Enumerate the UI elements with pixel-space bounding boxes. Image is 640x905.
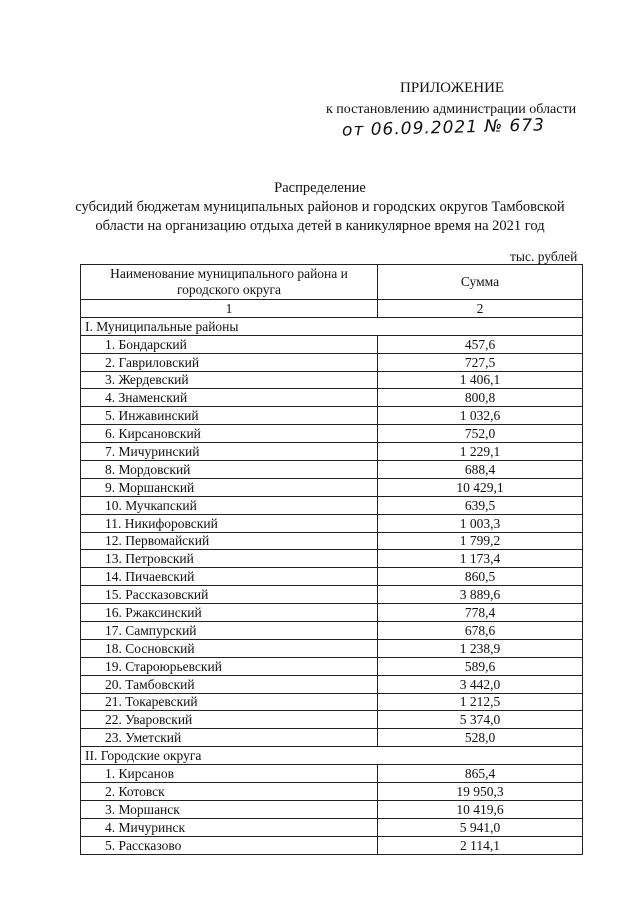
table-row [81, 389, 583, 407]
row-name: 17. Сампурский [81, 622, 378, 640]
table-row [81, 800, 583, 818]
row-value: 19 950,3 [378, 783, 583, 801]
row-value: 678,6 [378, 622, 583, 640]
column-header-name: Наименование муниципального района и городского округа [81, 265, 378, 300]
table-row [81, 478, 583, 496]
section-row [81, 317, 583, 335]
row-value: 800,8 [378, 389, 583, 407]
row-name: 1. Бондарский [81, 335, 378, 353]
row-value: 10 429,1 [378, 478, 583, 496]
section-row [81, 747, 583, 765]
table-row [81, 765, 583, 783]
appendix-label: ПРИЛОЖЕНИЕ [400, 80, 505, 96]
column-index-1: 1 [81, 300, 378, 318]
table-row [81, 443, 583, 461]
row-value: 5 941,0 [378, 818, 583, 836]
column-index-2: 2 [378, 300, 583, 318]
table-row [81, 568, 583, 586]
row-name: 20. Тамбовский [81, 675, 378, 693]
row-name: 18. Сосновский [81, 639, 378, 657]
table-row [81, 407, 583, 425]
row-name: 12. Первомайский [81, 532, 378, 550]
row-value: 752,0 [378, 425, 583, 443]
table-row [81, 836, 583, 854]
table-row [81, 693, 583, 711]
row-value: 528,0 [378, 729, 583, 747]
row-value: 1 032,6 [378, 407, 583, 425]
doc-title: Распределение [274, 180, 366, 196]
row-value: 589,6 [378, 657, 583, 675]
table-row [81, 496, 583, 514]
row-value: 2 114,1 [378, 836, 583, 854]
appendix-subtitle: к постановлению администрации области [326, 102, 577, 117]
row-value: 727,5 [378, 353, 583, 371]
row-name: 1. Кирсанов [81, 765, 378, 783]
row-name: 2. Гавриловский [81, 353, 378, 371]
row-value: 1 173,4 [378, 550, 583, 568]
row-value: 778,4 [378, 604, 583, 622]
table-row [81, 532, 583, 550]
row-value: 865,4 [378, 765, 583, 783]
section-heading: I. Муниципальные районы [81, 317, 583, 335]
row-value: 688,4 [378, 461, 583, 479]
section-heading: II. Городские округа [81, 747, 583, 765]
row-name: 11. Никифоровский [81, 514, 378, 532]
row-value: 3 442,0 [378, 675, 583, 693]
row-name: 19. Староюрьевский [81, 657, 378, 675]
row-name: 2. Котовск [81, 783, 378, 801]
row-value: 3 889,6 [378, 586, 583, 604]
row-name: 9. Моршанский [81, 478, 378, 496]
row-name: 5. Рассказово [81, 836, 378, 854]
table-row [81, 461, 583, 479]
row-name: 3. Моршанск [81, 800, 378, 818]
row-name: 13. Петровский [81, 550, 378, 568]
doc-subtitle-line1: субсидий бюджетам муниципальных районов и городских округов Тамбовской [75, 199, 565, 215]
table-row [81, 371, 583, 389]
row-name: 4. Мичуринск [81, 818, 378, 836]
row-value: 1 229,1 [378, 443, 583, 461]
row-name: 16. Ржаксинский [81, 604, 378, 622]
doc-subtitle-line2: области на организацию отдыха детей в каникулярное время на 2021 год [95, 218, 545, 234]
row-name: 4. Знаменский [81, 389, 378, 407]
table-row [81, 514, 583, 532]
row-name: 22. Уваровский [81, 711, 378, 729]
units-label: тыс. рублей [510, 249, 578, 264]
table-header-row [81, 265, 583, 300]
row-value: 1 406,1 [378, 371, 583, 389]
table-index-row [81, 300, 583, 318]
row-name: 3. Жердевский [81, 371, 378, 389]
row-value: 1 799,2 [378, 532, 583, 550]
row-value: 860,5 [378, 568, 583, 586]
subsidy-table [80, 264, 583, 855]
row-name: 15. Рассказовский [81, 586, 378, 604]
row-value: 1 212,5 [378, 693, 583, 711]
row-name: 8. Мордовский [81, 461, 378, 479]
row-value: 5 374,0 [378, 711, 583, 729]
row-value: 1 003,3 [378, 514, 583, 532]
table-row [81, 425, 583, 443]
row-name: 14. Пичаевский [81, 568, 378, 586]
table-row [81, 586, 583, 604]
table-row [81, 729, 583, 747]
row-name: 23. Уметский [81, 729, 378, 747]
row-name: 5. Инжавинский [81, 407, 378, 425]
table-row [81, 550, 583, 568]
row-value: 10 419,6 [378, 800, 583, 818]
row-value: 1 238,9 [378, 639, 583, 657]
table-row [81, 657, 583, 675]
table-row [81, 604, 583, 622]
row-name: 6. Кирсановский [81, 425, 378, 443]
table-row [81, 639, 583, 657]
row-name: 7. Мичуринский [81, 443, 378, 461]
table-row [81, 622, 583, 640]
row-name: 21. Токаревский [81, 693, 378, 711]
handwritten-date-number: от 06.09.2021 № 673 [341, 115, 546, 141]
row-value: 457,6 [378, 335, 583, 353]
row-value: 639,5 [378, 496, 583, 514]
table-row [81, 711, 583, 729]
column-header-sum: Сумма [378, 265, 583, 300]
table-row [81, 675, 583, 693]
table-row [81, 353, 583, 371]
table-row [81, 818, 583, 836]
table-row [81, 783, 583, 801]
table-row [81, 335, 583, 353]
row-name: 10. Мучкапский [81, 496, 378, 514]
